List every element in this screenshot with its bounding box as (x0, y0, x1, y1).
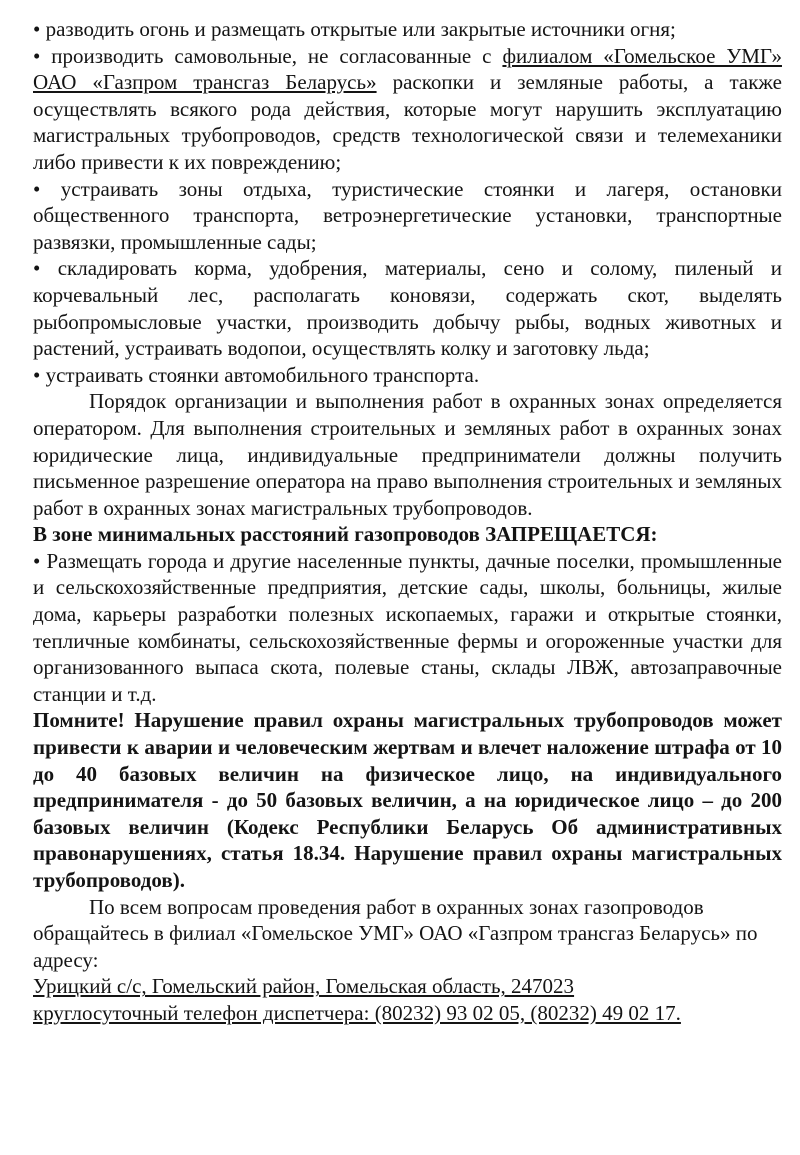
min-distance-bullet: • Размещать города и другие населенные пункты, дачные поселки, промышленные и сельскохозяйственные предприятия, детские сады, школы, больницы, жилые дома, карьеры разработки полезных ископаемых, гаражи и открытые стоянки, тепличные комбинаты, сельскохозяйственные фермы и огороженные участки для организованного выпаса скота, полевые станы, склады ЛВЖ, автозаправочные станции и т.д. (33, 548, 782, 708)
contact-paragraph: По всем вопросам проведения работ в охранных зонах газопроводов обращайтесь в филиал «Гомельское УМГ» ОАО «Газпром трансгаз Беларусь» по адресу: (33, 894, 758, 972)
address-line (33, 973, 782, 1000)
bullet-storage: • складировать корма, удобрения, материалы, сено и солому, пиленый и корчевальный лес, располагать коновязи, содержать скот, выделять рыбопромысловые участки, производить добычу рыбы, водных животных и растений, устраивать водопои, осуществлять колку и заготовку льда; (33, 255, 782, 361)
phone-text: круглосуточный телефон диспетчера: (80232) 93 02 05, (80232) 49 02 17. (33, 1000, 681, 1025)
bullet-fire: • разводить огонь и размещать открытые или закрытые источники огня; (33, 16, 782, 43)
bullet-recreation-zones: • устраивать зоны отдыха, туристические стоянки и лагеря, остановки общественного транспорта, ветроэнергетические установки, транспортные развязки, промышленные сады; (33, 176, 782, 256)
procedure-paragraph: Порядок организации и выполнения работ в охранных зонах определяется оператором. Для выполнения строительных и земляных работ в охранных зонах юридические лица, индивидуальные предприниматели должны получить письменное разрешение оператора на право выполнения строительных и земляных работ в охранных зонах магистральных трубопроводов. (33, 389, 782, 520)
address-text: Урицкий с/с, Гомельский район, Гомельская область, 247023 (33, 974, 575, 999)
bullet-parking: • устраивать стоянки автомобильного транспорта. (33, 362, 782, 389)
warning-paragraph: Помните! Нарушение правил охраны магистральных трубопроводов может привести к аварии и человеческим жертвам и влечет наложение штрафа от 10 до 40 базовых величин на физическое лицо, на индивидуального предпринимателя - до 50 базовых величин, а на юридическое лицо – до 200 базовых величин (Кодекс Республики Беларусь Об административных правонарушениях, статья 18.34. Нарушение правил охраны магистральных трубопроводов). (33, 708, 782, 892)
bullet-excavation (33, 43, 782, 176)
min-distance-heading: В зоне минимальных расстояний газопроводов ЗАПРЕЩАЕТСЯ: (33, 522, 658, 547)
branch-name-underlined: филиалом «Гомельское УМГ» ОАО «Газпром трансгаз Беларусь» (33, 43, 782, 95)
excavation-text-before: производить самовольные, не согласованные с (51, 43, 503, 68)
excavation-text-after: раскопки и земляные работы, а также осуществлять всякого рода действия, которые могут нарушить эксплуатацию магистральных трубопроводов, средств технологической связи и телемеханики либо привести к их повреждению; (33, 70, 782, 174)
phone-line (33, 1000, 782, 1027)
